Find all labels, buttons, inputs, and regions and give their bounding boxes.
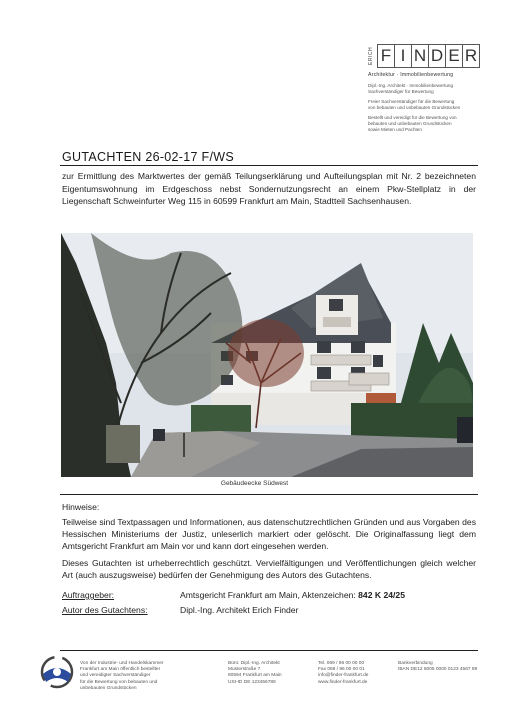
logo-letter: I (394, 45, 411, 67)
hinweise-paragraph-1: Teilweise sind Textpassagen und Informationen, aus datenschutzrechtlichen Gründen und aus Vorgaben des Hessischen Ministeriums der Justiz, unleserlich markiert oder gelöscht. Die Originalfassung liegt dem Amtsgericht Frankfurt am Main vor und kann dort eingesehen werden. (62, 517, 476, 551)
footer-line: USt-ID DE 123456789 (228, 679, 276, 685)
footer-line: und vereidigter Sachverständiger (80, 673, 151, 679)
logo-line: bebauten und unbebauten Grundstücken (368, 121, 452, 126)
footer-column-2 (228, 661, 282, 686)
footer-column-1 (80, 661, 163, 692)
footer-line: info@finder-frankfurt.de (318, 673, 369, 679)
footer-line: unbebauten Grundstücken (80, 685, 137, 691)
footer-line: Frankfurt am Main öffentlich bestellter (80, 667, 161, 673)
logo-letter: R (462, 45, 480, 67)
auftraggeber-label: Auftraggeber: (62, 590, 115, 600)
logo-letter: F (377, 45, 394, 67)
logo-line: Dipl.-Ing. Architekt · Immobilienbewertung (368, 83, 454, 88)
footer-line: Fax 069 / 96 00 00 01 (318, 667, 365, 673)
auftraggeber-row (62, 590, 405, 600)
logo-letter: E (445, 45, 462, 67)
footer-line: Büro: Dipl.-Ing. Architekt (228, 661, 280, 666)
logo-line: Freier Sachverständiger für die Bewertung (368, 99, 455, 104)
autor-row (62, 605, 298, 615)
finder-logo (368, 44, 480, 133)
logo-letter: D (428, 45, 445, 67)
logo-address-lines (368, 83, 480, 133)
auftraggeber-value: Amtsgericht Frankfurt am Main, Aktenzeichen: (180, 590, 356, 600)
hinweise-paragraph-2: Dieses Gutachten ist urheberrechtlich geschützt. Vervielfältigungen und Veröffentlichungen gleich welcher Art (auch auszugsweise) bedürfen der Genehmigung des Autors des Gutachtens. (62, 558, 476, 580)
hinweise-heading: Hinweise: (62, 502, 100, 512)
document-title: GUTACHTEN 26-02-17 F/WS (62, 150, 234, 164)
logo-line: Bestellt und vereidigt für die Bewertung von (368, 115, 457, 120)
footer-column-3 (318, 661, 368, 686)
logo-line: von bebauten und unbebauten Grundstücken (368, 105, 461, 110)
autor-value: Dipl.-Ing. Architekt Erich Finder (180, 605, 299, 615)
building-photo (61, 233, 473, 477)
footer-line: Tel. 069 / 96 00 00 00 (318, 661, 365, 666)
logo-letters (377, 44, 480, 68)
intro-paragraph: zur Ermittlung des Marktwertes der gemäß Teilungserklärung und Aufteilungsplan mit Nr. 2 bezeichneten Eigentumswohnung im Erdgeschoss nebst Sondernutzungsrecht an einem Pkw-Stellplatz in der Liegenschaft Schweinfurter Weg 115 in 60599 Frankfurt am Main, Stadtteil Sachsenhausen. (62, 171, 476, 207)
logo-tagline: Architektur · Immobilienbewertung (368, 72, 454, 78)
aktenzeichen-value: 842 K 24/25 (358, 590, 405, 600)
title-rule-top (60, 165, 478, 166)
footer-line: Bankverbindung (398, 661, 433, 666)
logo-letter: N (411, 45, 428, 67)
footer-line: 60594 Frankfurt am Main (228, 673, 282, 679)
logo-first-name: ERICH (368, 46, 374, 66)
photo-caption: Gebäudeecke Südwest (220, 480, 289, 487)
footer-line: www.finder-frankfurt.de (318, 679, 368, 685)
ihk-seal-icon (38, 652, 76, 692)
section-rule (60, 494, 478, 495)
footer-line: für die Bewertung von bebauten und (80, 679, 158, 685)
footer-rule (60, 650, 478, 651)
footer-line: Von der Industrie- und Handelskammer (80, 661, 164, 666)
footer-line: Musterstraße 7 (228, 667, 261, 673)
footer-column-4 (398, 661, 477, 673)
logo-line: Sachverständiger für Bewertung (368, 89, 434, 94)
autor-label: Autor des Gutachtens: (62, 605, 148, 615)
footer-line: IBAN DE12 5005 0000 0123 4567 89 (398, 667, 478, 673)
logo-line: sowie Mieten und Pachten (368, 127, 422, 132)
